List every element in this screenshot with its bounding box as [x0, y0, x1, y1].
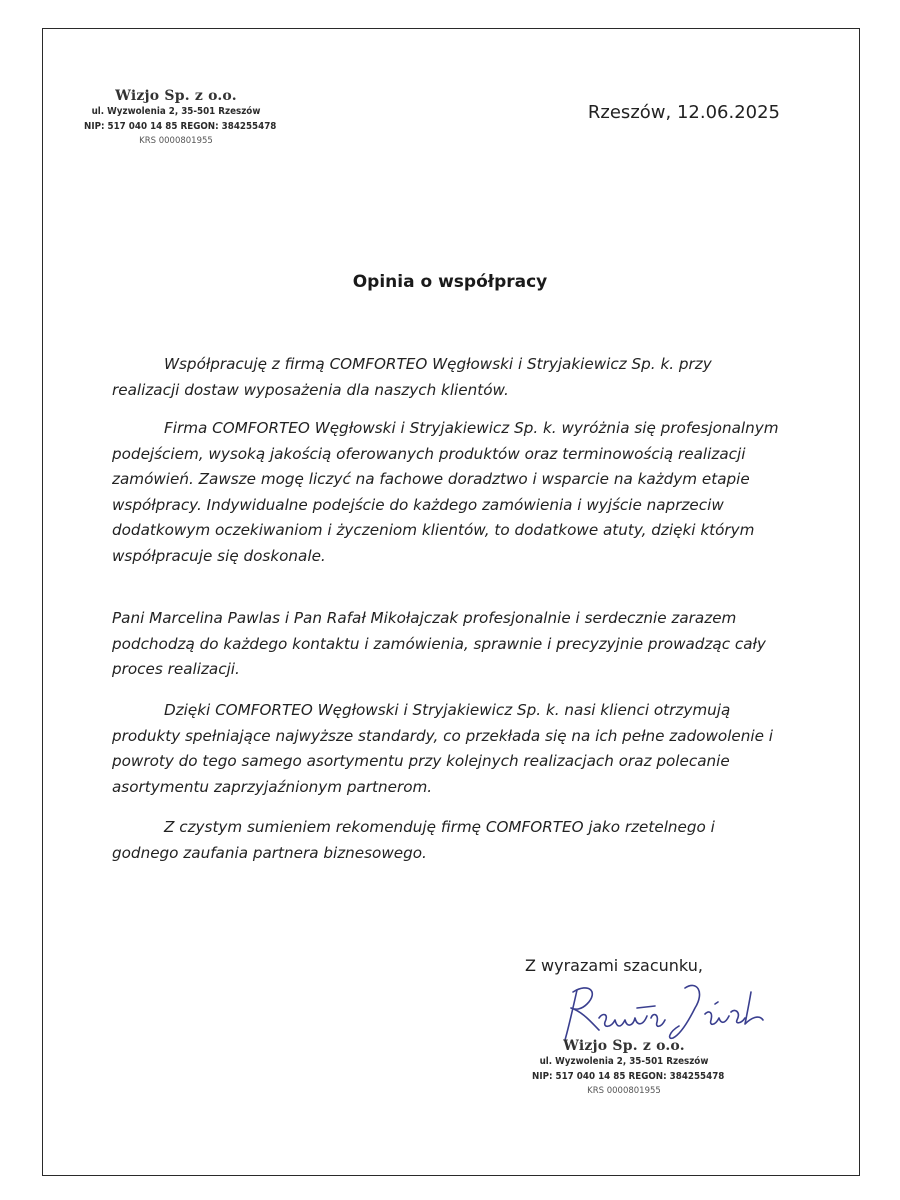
- paragraph-5: Z czystym sumieniem rekomenduję firmę COMFORTEO jako rzetelnego i godnego zaufania partnera biznesowego.: [112, 818, 715, 862]
- stamp-ids: NIP: 517 040 14 85 REGON: 384255478: [532, 1071, 725, 1082]
- stamp-krs: KRS 0000801955: [587, 1086, 661, 1096]
- company-stamp-header: [76, 88, 276, 148]
- closing-salutation: Z wyrazami szacunku,: [525, 956, 703, 975]
- stamp-company-name: Wizjo Sp. z o.o.: [115, 88, 237, 104]
- paragraph-1: Współpracuję z firmą COMFORTEO Węgłowski i Stryjakiewicz Sp. k. przy realizacji dostaw wyposażenia dla naszych klientów.: [112, 355, 712, 399]
- stamp-address: ul. Wyzwolenia 2, 35-501 Rzeszów: [91, 106, 261, 117]
- paragraph-2: Firma COMFORTEO Węgłowski i Stryjakiewicz Sp. k. wyróżnia się profesjonalnym podejściem, wysoką jakością oferowanych produktów oraz terminowością realizacji zamówień. Zawsze mogę liczyć na fachowe doradztwo i wsparcie na każdym etapie współpracy. Indywidualne podejście do każdego zamówienia i wyjście naprzeciw dodatkowym oczekiwaniom i życzeniom klientów, to dodatkowe atuty, dzięki którym współpracuje się doskonale.: [112, 419, 779, 565]
- stamp-company-name: Wizjo Sp. z o.o.: [563, 1038, 685, 1054]
- stamp-krs: KRS 0000801955: [139, 136, 213, 146]
- letter-title: Opinia o współpracy: [352, 272, 548, 292]
- stamp-address: ul. Wyzwolenia 2, 35-501 Rzeszów: [539, 1056, 709, 1067]
- stamp-ids: NIP: 517 040 14 85 REGON: 384255478: [84, 121, 277, 132]
- paragraph-3: Pani Marcelina Pawlas i Pan Rafał Mikołajczak profesjonalnie i serdecznie zarazem podchodzą do każdego kontaktu i zamówienia, sprawnie i precyzyjnie prowadząc cały proces realizacji.: [112, 609, 766, 678]
- company-stamp-footer: [524, 1038, 724, 1098]
- letter-date: Rzeszów, 12.06.2025: [587, 102, 780, 123]
- paragraph-4: Dzięki COMFORTEO Węgłowski i Stryjakiewicz Sp. k. nasi klienci otrzymują produkty spełniające najwyższe standardy, co przekłada się na ich pełne zadowolenie i powroty do tego samego asortymentu przy kolejnych realizacjach oraz polecanie asortymentu zaprzyjaźnionym partnerom.: [112, 701, 774, 796]
